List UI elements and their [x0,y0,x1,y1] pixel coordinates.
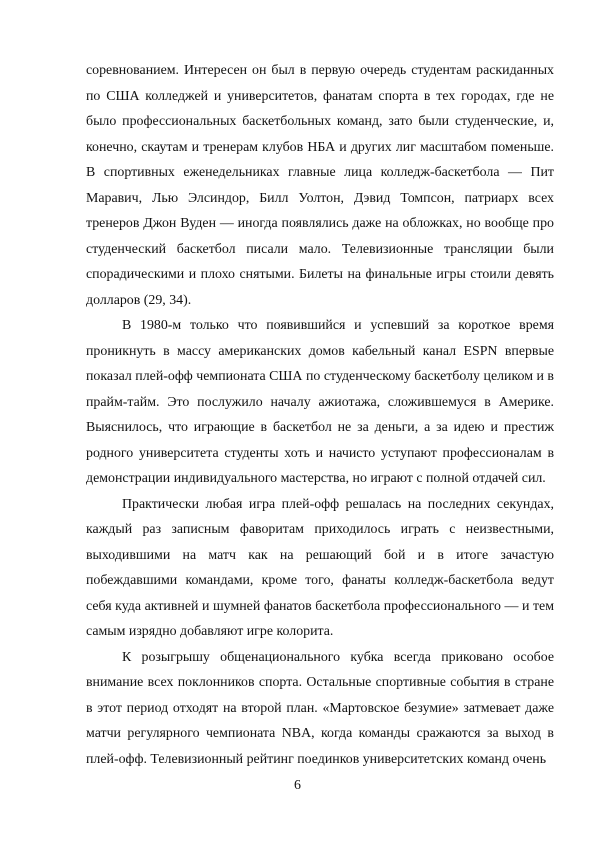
paragraph-1: соревнованием. Интересен он был в первую очередь студентам раскиданных по США колледжей и университетов, фанатам спорта в тех городах, где не было профессиональных баскетбольных команд, зато были студенческие, и, конечно, скаутам и тренерам клубов НБА и других лиг масштабом поменьше. В спортивных еженедельниках главные лица колледж-баскетбола — Пит Маравич, Лью Элсиндор, Билл Уолтон, Дэвид Томпсон, патриарх всех тренеров Джон Вуден — иногда появлялись даже на обложках, но вообще про студенческий баскетбол писали мало. Телевизионные трансляции были спорадическими и плохо снятыми. Билеты на финальные игры стоили девять долларов (29, 34). [86,63,554,308]
paragraph-3: Практически любая игра плей-офф решалась на последних секундах, каждый раз записным фаворитам приходилось играть с неизвестными, выходившими на матч как на решающий бой и в итоге зачастую побеждавшими командами, кроме того, фанаты колледж-баскетбола ведут себя куда активней и шумней фанатов баскетбола профессионального — и тем самым изрядно добавляют игре колорита. [86,496,554,639]
body-text [86,58,554,772]
paragraph-4: К розыгрышу общенационального кубка всегда приковано особое внимание всех поклонников спорта. Остальные спортивные события в стране в этот период отходят на второй план. «Мартовское безумие» затмевает даже матчи регулярного чемпионата NBA, когда команды сражаются за выход в плей-офф. Телевизионный рейтинг поединков университетских команд очень [86,649,554,767]
paragraph-2: В 1980-м только что появившийся и успевший за короткое время проникнуть в массу американских домов кабельный канал ESPN впервые показал плей-офф чемпионата США по студенческому баскетболу целиком и в прайм-тайм. Это послужило началу ажиотажа, сложившемуся в Америке. Выяснилось, что играющие в баскетбол не за деньги, а за идею и престиж родного университета студенты хоть и начисто уступают профессионалам в демонстрации индивидуального мастерства, но играют с полной отдачей сил. [86,318,554,486]
page-number: 6 [294,778,301,793]
